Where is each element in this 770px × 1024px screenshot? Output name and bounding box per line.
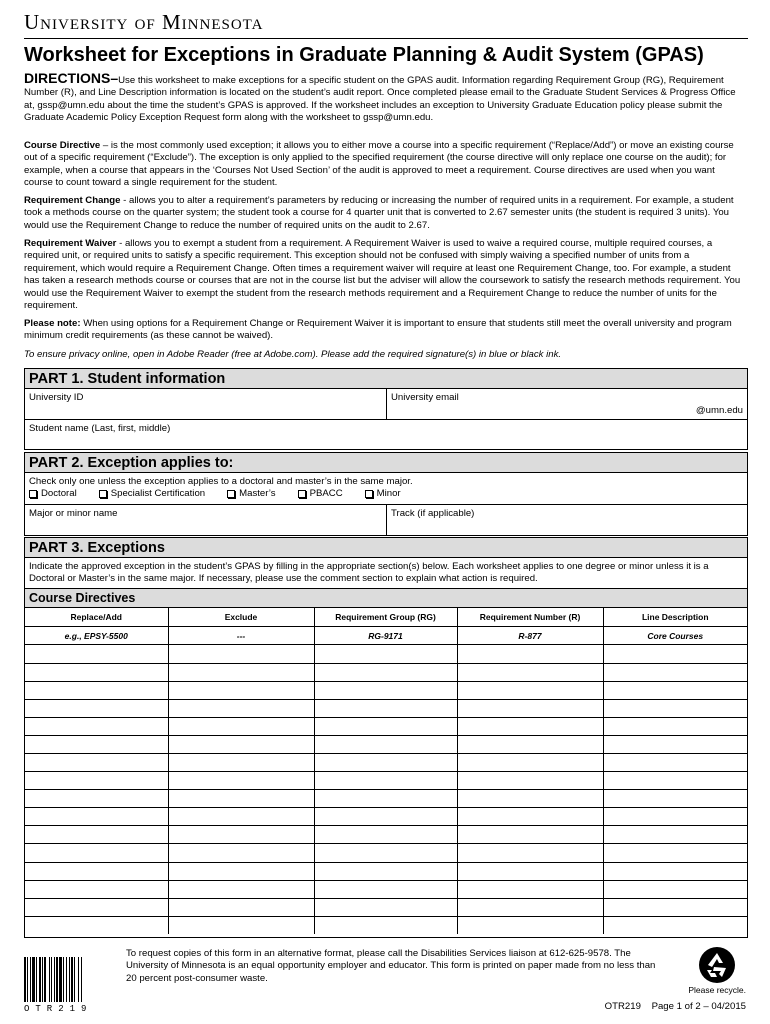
barcode-bar [56, 957, 58, 1002]
table-cell-input[interactable] [457, 844, 603, 862]
table-cell-input[interactable] [603, 645, 747, 663]
table-row [25, 898, 747, 916]
table-cell-input[interactable] [314, 645, 457, 663]
please-note-label: Please note: [24, 318, 81, 329]
university-id-field[interactable] [25, 389, 387, 419]
table-cell-input[interactable] [168, 826, 314, 844]
table-cell-input[interactable] [603, 898, 747, 916]
part3-instruction: Indicate the approved exception in the student’s GPAS by filling in the appropriate section(s) below. Each worksheet applies to one degree or minor unless it is a Doctoral or Master’s in the same major. If necessary, please use the comment section to explain what action is required. [29, 561, 709, 585]
checkbox-icon[interactable] [29, 490, 37, 498]
barcode-bar [69, 957, 70, 1002]
table-cell-input[interactable] [457, 717, 603, 735]
table-cell-input[interactable] [603, 880, 747, 898]
table-cell-input[interactable] [603, 681, 747, 699]
barcode-bar [24, 957, 26, 1002]
table-cell-input[interactable] [314, 735, 457, 753]
course-directive-paragraph [24, 140, 744, 190]
table-cell-input[interactable] [457, 772, 603, 790]
table-cell-input[interactable] [603, 826, 747, 844]
page-number: OTR219 Page 1 of 2 – 04/2015 [604, 1001, 746, 1012]
barcode-bar [66, 957, 67, 1002]
table-cell-input[interactable] [603, 790, 747, 808]
checkbox-specialist-certification[interactable] [99, 488, 205, 499]
table-cell-input[interactable] [25, 735, 168, 753]
checkbox-icon[interactable] [227, 490, 235, 498]
column-header: Exclude [168, 608, 314, 627]
part3-heading: PART 3. Exceptions [25, 538, 747, 558]
table-cell-input[interactable] [603, 735, 747, 753]
checkbox-label: Master’s [239, 488, 276, 499]
checkbox-label: PBACC [309, 488, 343, 499]
table-cell-input[interactable] [25, 808, 168, 826]
requirement-waiver-text: - allows you to exempt a student from a requirement. A Requirement Waiver is used to waive a required course, multiple required courses, a required unit, or required units to satisfy a specific requirement. This exception should not be confused with simply waiving a specified number of units from a requirement, which would require a Requirement Change. Often times a requirement waiver will require at least one Requirement Change, too. For example, a student has taken a research methods course or courses that are not in the course list but the adviser will allow the coursework to satisfy the research methods requirement. You would use the Requirement Waiver to exempt the student from the research methods requirement and a Requirement Change to reduce the number of units for the requirement. [24, 238, 741, 312]
table-cell-input[interactable] [314, 844, 457, 862]
table-cell-input[interactable] [25, 790, 168, 808]
table-cell-input[interactable] [168, 717, 314, 735]
checkbox-label: Specialist Certification [110, 488, 206, 499]
checkbox-doctoral[interactable] [29, 488, 77, 499]
table-row [25, 808, 747, 826]
track-field[interactable] [387, 505, 747, 535]
degree-checkboxes [25, 488, 747, 502]
table-cell-input[interactable] [457, 862, 603, 880]
table-row [25, 790, 747, 808]
example-row [25, 627, 747, 645]
course-directive-text: – is the most commonly used exception; it allows you to either move a course into a specific requirement (“Replace/Add”) or move an existing course out of a specific requirement (“Exclude”). The exception is only applied to the specified requirement (the course directive will only replace one course on the audit); for example, when a course that appears in the ‘Courses Not Used Section’ of the audit is approved to meet a requirement. Course directives are used when you want course to count toward a single requirement for the student. [24, 140, 734, 189]
table-cell-input[interactable] [457, 735, 603, 753]
table-body [25, 645, 747, 935]
table-cell-input[interactable] [457, 681, 603, 699]
barcode-icon [24, 957, 112, 1007]
barcode-bar [51, 957, 52, 1002]
requirement-waiver-paragraph [24, 238, 744, 312]
table-cell-input[interactable] [314, 826, 457, 844]
barcode-bar [49, 957, 50, 1002]
table-cell-input[interactable] [603, 699, 747, 717]
table-row [25, 663, 747, 681]
barcode-bar [42, 957, 43, 1002]
table-row [25, 862, 747, 880]
course-directive-label: Course Directive [24, 140, 101, 151]
table-cell-input[interactable] [25, 681, 168, 699]
barcode-bar [71, 957, 73, 1002]
table-cell-input[interactable] [457, 753, 603, 771]
table-cell-input[interactable] [25, 753, 168, 771]
part2-section [24, 452, 748, 536]
barcode-bar [59, 957, 62, 1002]
university-email-field[interactable] [387, 389, 747, 419]
column-header: Requirement Number (R) [457, 608, 603, 627]
table-cell-input[interactable] [25, 826, 168, 844]
part2-heading: PART 2. Exception applies to: [25, 453, 747, 473]
track-label: Track (if applicable) [391, 508, 475, 519]
table-cell-input[interactable] [457, 826, 603, 844]
table-row [25, 735, 747, 753]
header-rule [24, 38, 748, 39]
part1-section [24, 368, 748, 450]
table-cell-input[interactable] [25, 772, 168, 790]
checkbox-icon[interactable] [99, 490, 107, 498]
table-cell-input[interactable] [25, 916, 168, 934]
table-cell-input[interactable] [457, 898, 603, 916]
please-note-text: When using options for a Requirement Change or Requirement Waiver it is important to ensure that students still meet the overall university and program minimum credit requirements (as these cannot be waived). [24, 318, 732, 342]
example-cell: R-877 [457, 627, 603, 645]
requirement-change-paragraph [24, 195, 744, 232]
table-cell-input[interactable] [314, 772, 457, 790]
barcode-bar [54, 957, 55, 1002]
table-row [25, 916, 747, 934]
barcode-bar [78, 957, 79, 1002]
barcode-bar [32, 957, 35, 1002]
table-cell-input[interactable] [603, 862, 747, 880]
column-header: Requirement Group (RG) [314, 608, 457, 627]
table-cell-input[interactable] [314, 790, 457, 808]
table-cell-input[interactable] [25, 844, 168, 862]
please-note-paragraph [24, 318, 744, 343]
requirement-change-text: - allows you to alter a requirement’s parameters by reducing or increasing the number of required units in a requirement. For example, a student took a methods course on the quarter system; the student took a course for 4 quarter unit that is converted to 2.67 semester units (the student is required 3 units). You would use the Requirement Change to reduce the number of required units on the audit to 2.67. [24, 195, 734, 231]
checkbox-pbacc[interactable] [298, 488, 343, 499]
table-row [25, 772, 747, 790]
table-cell-input[interactable] [25, 663, 168, 681]
table-cell-input[interactable] [457, 880, 603, 898]
checkbox-icon[interactable] [365, 490, 373, 498]
table-cell-input[interactable] [603, 753, 747, 771]
part1-row-id-email [25, 389, 747, 420]
table-row [25, 717, 747, 735]
recycle-label: Please recycle. [688, 985, 746, 995]
table-cell-input[interactable] [457, 645, 603, 663]
example-cell: e.g., EPSY-5500 [25, 627, 168, 645]
table-cell-input[interactable] [168, 880, 314, 898]
barcode-bar [74, 957, 75, 1002]
table-cell-input[interactable] [603, 808, 747, 826]
part2-major-track-row [25, 505, 747, 535]
table-cell-input[interactable] [168, 898, 314, 916]
part2-instruction: Check only one unless the exception applies to a doctoral and master’s in the same major. [29, 476, 413, 487]
directions-paragraph [24, 72, 744, 125]
directions-label: DIRECTIONS– [24, 70, 119, 86]
university-id-label: University ID [29, 392, 84, 403]
student-name-field[interactable] [25, 420, 747, 449]
table-cell-input[interactable] [314, 753, 457, 771]
requirement-change-label: Requirement Change [24, 195, 121, 206]
table-cell-input[interactable] [168, 699, 314, 717]
part2-options-row [25, 473, 747, 505]
checkbox-label: Minor [376, 488, 401, 499]
table-cell-input[interactable] [168, 753, 314, 771]
example-cell: RG-9171 [314, 627, 457, 645]
course-directives-heading: Course Directives [25, 588, 747, 608]
table-row [25, 699, 747, 717]
table-header-row [25, 608, 747, 627]
table-cell-input[interactable] [314, 681, 457, 699]
table-cell-input[interactable] [603, 916, 747, 934]
table-cell-input[interactable] [603, 772, 747, 790]
requirement-waiver-label: Requirement Waiver [24, 238, 117, 249]
table-row [25, 645, 747, 663]
table-cell-input[interactable] [168, 772, 314, 790]
course-directives-table [25, 608, 747, 935]
column-header: Replace/Add [25, 608, 168, 627]
privacy-note: To ensure privacy online, open in Adobe Reader (free at Adobe.com). Please add the required signature(s) in blue or black ink. [24, 349, 562, 360]
table-cell-input[interactable] [168, 645, 314, 663]
page-title: Worksheet for Exceptions in Graduate Planning & Audit System (GPAS) [24, 44, 704, 66]
table-cell-input[interactable] [314, 898, 457, 916]
major-minor-field[interactable] [25, 505, 387, 535]
table-cell-input[interactable] [314, 699, 457, 717]
part1-heading: PART 1. Student information [25, 369, 747, 389]
table-cell-input[interactable] [168, 844, 314, 862]
recycle-icon [698, 946, 736, 984]
barcode-bar [30, 957, 31, 1002]
table-cell-input[interactable] [314, 916, 457, 934]
checkbox-icon[interactable] [298, 490, 306, 498]
table-cell-input[interactable] [168, 808, 314, 826]
checkbox-masters[interactable] [227, 488, 275, 499]
major-minor-label: Major or minor name [29, 508, 118, 519]
footer-text: To request copies of this form in an alternative format, please call the Disabilities Services liaison at 612-625-9578. The University of Minnesota is an equal opportunity employer and educator. This form is printed on paper made from no less than 20 percent post-consumer waste. [126, 948, 656, 984]
checkbox-label: Doctoral [41, 488, 77, 499]
table-cell-input[interactable] [25, 880, 168, 898]
table-row [25, 880, 747, 898]
table-cell-input[interactable] [25, 645, 168, 663]
table-cell-input[interactable] [314, 663, 457, 681]
barcode-bar [63, 957, 64, 1002]
barcode-text: OTR219 [24, 1004, 93, 1014]
table-cell-input[interactable] [457, 916, 603, 934]
barcode-bar [27, 957, 28, 1002]
table-cell-input[interactable] [457, 790, 603, 808]
barcode-bar [39, 957, 41, 1002]
checkbox-minor[interactable] [365, 488, 401, 499]
table-cell-input[interactable] [168, 916, 314, 934]
part3-section [24, 537, 748, 938]
email-suffix: @umn.edu [695, 405, 743, 416]
column-header: Line Description [603, 608, 747, 627]
university-email-label: University email [391, 392, 459, 403]
barcode-bar [36, 957, 37, 1002]
table-cell-input[interactable] [25, 717, 168, 735]
table-cell-input[interactable] [168, 663, 314, 681]
table-cell-input[interactable] [314, 862, 457, 880]
barcode-bar [81, 957, 82, 1002]
table-row [25, 753, 747, 771]
directions-text: Use this worksheet to make exceptions for a specific student on the GPAS audit. Information regarding Requirement Group (RG), Requirement Number (R), and Line Description information is located on the student’s audit report. Once completed please email to the Graduate Student Services & Progress Office at, gssp@umn.edu about the time the student’s GPAS is approved. If the worksheet includes an exception to University Graduate Education policy please submit the Graduate Academic Policy Exception Request form along with the worksheet to gssp@umn.edu. [24, 75, 736, 124]
table-cell-input[interactable] [603, 844, 747, 862]
table-row [25, 681, 747, 699]
university-logo-text: University of Minnesota [24, 10, 264, 34]
table-cell-input[interactable] [168, 681, 314, 699]
table-cell-input[interactable] [603, 717, 747, 735]
table-cell-input[interactable] [314, 717, 457, 735]
example-cell: Core Courses [603, 627, 747, 645]
table-cell-input[interactable] [25, 898, 168, 916]
table-row [25, 826, 747, 844]
table-cell-input[interactable] [168, 790, 314, 808]
table-cell-input[interactable] [25, 699, 168, 717]
table-cell-input[interactable] [457, 699, 603, 717]
table-row [25, 844, 747, 862]
table-cell-input[interactable] [457, 808, 603, 826]
student-name-label: Student name (Last, first, middle) [29, 423, 171, 434]
table-cell-input[interactable] [25, 862, 168, 880]
table-cell-input[interactable] [603, 663, 747, 681]
table-cell-input[interactable] [168, 862, 314, 880]
table-cell-input[interactable] [314, 808, 457, 826]
barcode-bar [44, 957, 46, 1002]
table-cell-input[interactable] [457, 663, 603, 681]
table-cell-input[interactable] [168, 735, 314, 753]
example-cell: --- [168, 627, 314, 645]
table-cell-input[interactable] [314, 880, 457, 898]
